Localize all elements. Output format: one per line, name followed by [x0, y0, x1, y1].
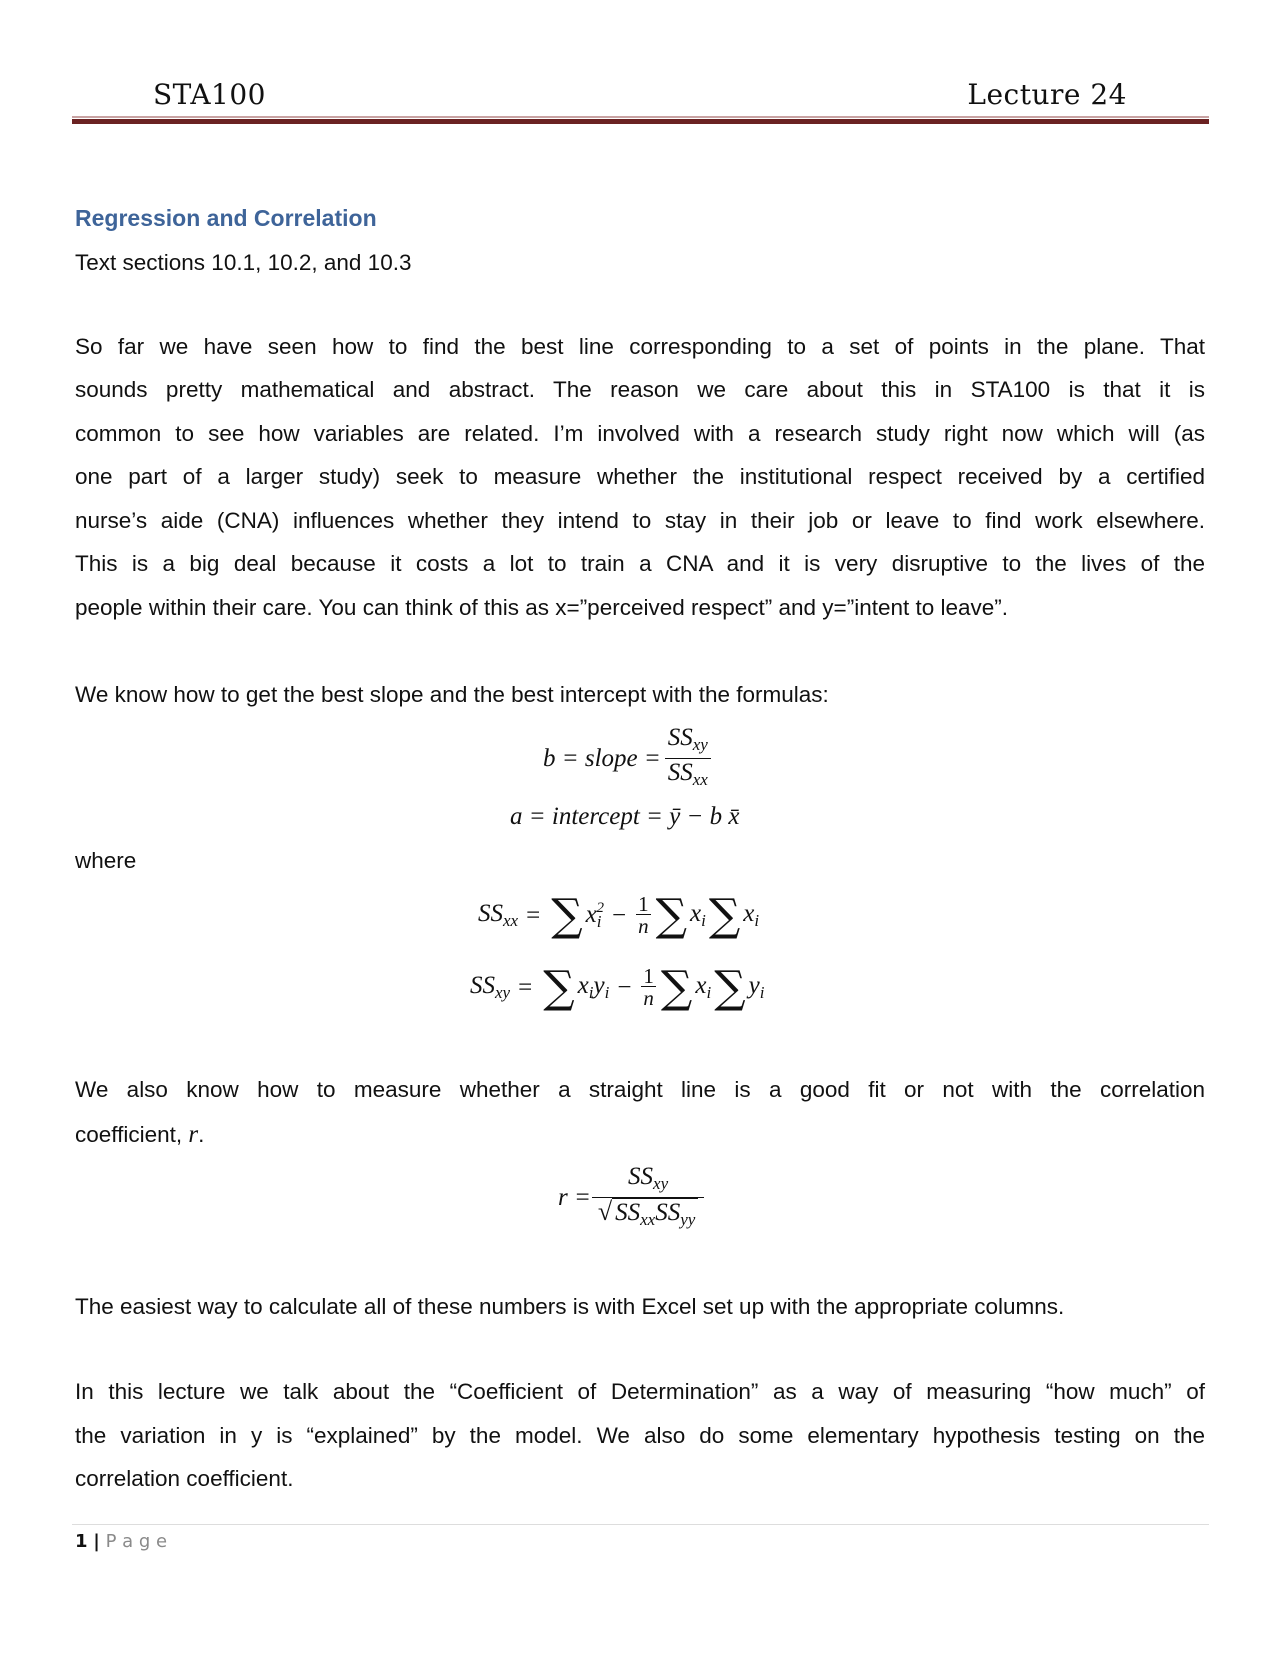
numerator: SS: [667, 724, 693, 751]
text-line: nurse’s aide (CNA) influences whether they intend to stay in their job or leave to find work elsewhere.: [75, 508, 1205, 533]
text-line: the variation in y is “explained” by the model. We also do some elementary hypothesis testing on the: [75, 1423, 1205, 1448]
term: $x_i$: [695, 972, 712, 1002]
sum-symbol: ∑: [655, 889, 687, 941]
denominator: SS: [667, 759, 693, 786]
header-lecture: Lecture 24: [967, 78, 1127, 111]
slope-fraction: [665, 724, 711, 793]
subscript: xx: [692, 770, 708, 789]
page-number: 1: [75, 1531, 88, 1552]
ssxy-formula: [470, 961, 765, 1013]
term: $x_i^2$: [585, 899, 604, 931]
equals: =: [526, 901, 541, 929]
header-rule-thick: [72, 119, 1209, 124]
ssxx-lhs: $SS_{xx}$: [478, 900, 519, 930]
subscript: xy: [692, 735, 708, 754]
text-line: We also know how to measure whether a straight line is a good fit or not with the correlation: [75, 1077, 1205, 1102]
sum-symbol: ∑: [660, 961, 693, 1013]
header-rule: [72, 116, 1209, 118]
slope-formula: [543, 724, 715, 793]
text-line: one part of a larger study) seek to measure whether the institutional respect received by a certified: [75, 464, 1205, 489]
ssxx-formula: [478, 889, 760, 941]
page-label: P a g e: [105, 1531, 168, 1552]
sum-symbol: ∑: [714, 961, 746, 1013]
sqrt-icon: √: [597, 1197, 613, 1226]
minus: −: [611, 901, 627, 929]
term: $x_i$: [743, 900, 760, 930]
intercept-formula: a = intercept = ȳ − b x̄: [510, 803, 740, 830]
header-course: STA100: [153, 78, 266, 111]
text-line: common to see how variables are related. I’m involved with a research study right now which will (as: [75, 421, 1205, 446]
separator: |: [93, 1531, 100, 1552]
one-over-n: $\frac{1}{n}$: [643, 964, 654, 1010]
sum-symbol: ∑: [551, 889, 583, 941]
text-line: This is a big deal because it costs a lot to train a CNA and it is very disruptive to the lives of the: [75, 551, 1205, 576]
page-footer: [75, 1531, 167, 1552]
text-sections: Text sections 10.1, 10.2, and 10.3: [75, 250, 412, 275]
one-over-n: $\frac{1}{n}$: [638, 892, 649, 938]
ssxy-lhs: $SS_{xy}$: [470, 972, 511, 1002]
term: $x_i$: [690, 900, 706, 930]
text-line: coefficient, r.: [75, 1121, 205, 1148]
term: $x_iy_i$: [577, 972, 610, 1002]
paragraph-formulas-intro: We know how to get the best slope and the best intercept with the formulas:: [75, 682, 829, 707]
correlation-formula: [558, 1163, 705, 1233]
slope-lhs: b = slope =: [543, 744, 661, 772]
term: $y_i$: [748, 972, 765, 1002]
minus: −: [617, 973, 632, 1001]
text-line: people within their care. You can think of this as x=”perceived respect” and y=”intent to leave”.: [75, 595, 1009, 620]
where-label: where: [75, 848, 137, 873]
text-line: In this lecture we talk about the “Coefficient of Determination” as a way of measuring “how much” of: [75, 1379, 1205, 1404]
equals: =: [518, 973, 533, 1001]
text-line: sounds pretty mathematical and abstract. The reason we care about this in STA100 is that it is: [75, 377, 1205, 402]
footer-rule: [72, 1524, 1209, 1525]
paragraph-excel: The easiest way to calculate all of these numbers is with Excel set up with the appropriate columns.: [75, 1294, 1065, 1319]
r-fraction: $\frac{SS_{xy}}{√ SS_{xx}SS_{yy}}$: [595, 1163, 701, 1233]
r-lhs: r =: [558, 1184, 591, 1211]
text-line: correlation coefficient.: [75, 1466, 294, 1491]
sum-symbol: ∑: [708, 889, 741, 941]
section-heading: Regression and Correlation: [75, 205, 377, 231]
text-line: So far we have seen how to find the best line corresponding to a set of points in the plane. That: [75, 334, 1205, 359]
r-symbol: r: [188, 1121, 199, 1148]
sum-symbol: ∑: [543, 961, 575, 1013]
